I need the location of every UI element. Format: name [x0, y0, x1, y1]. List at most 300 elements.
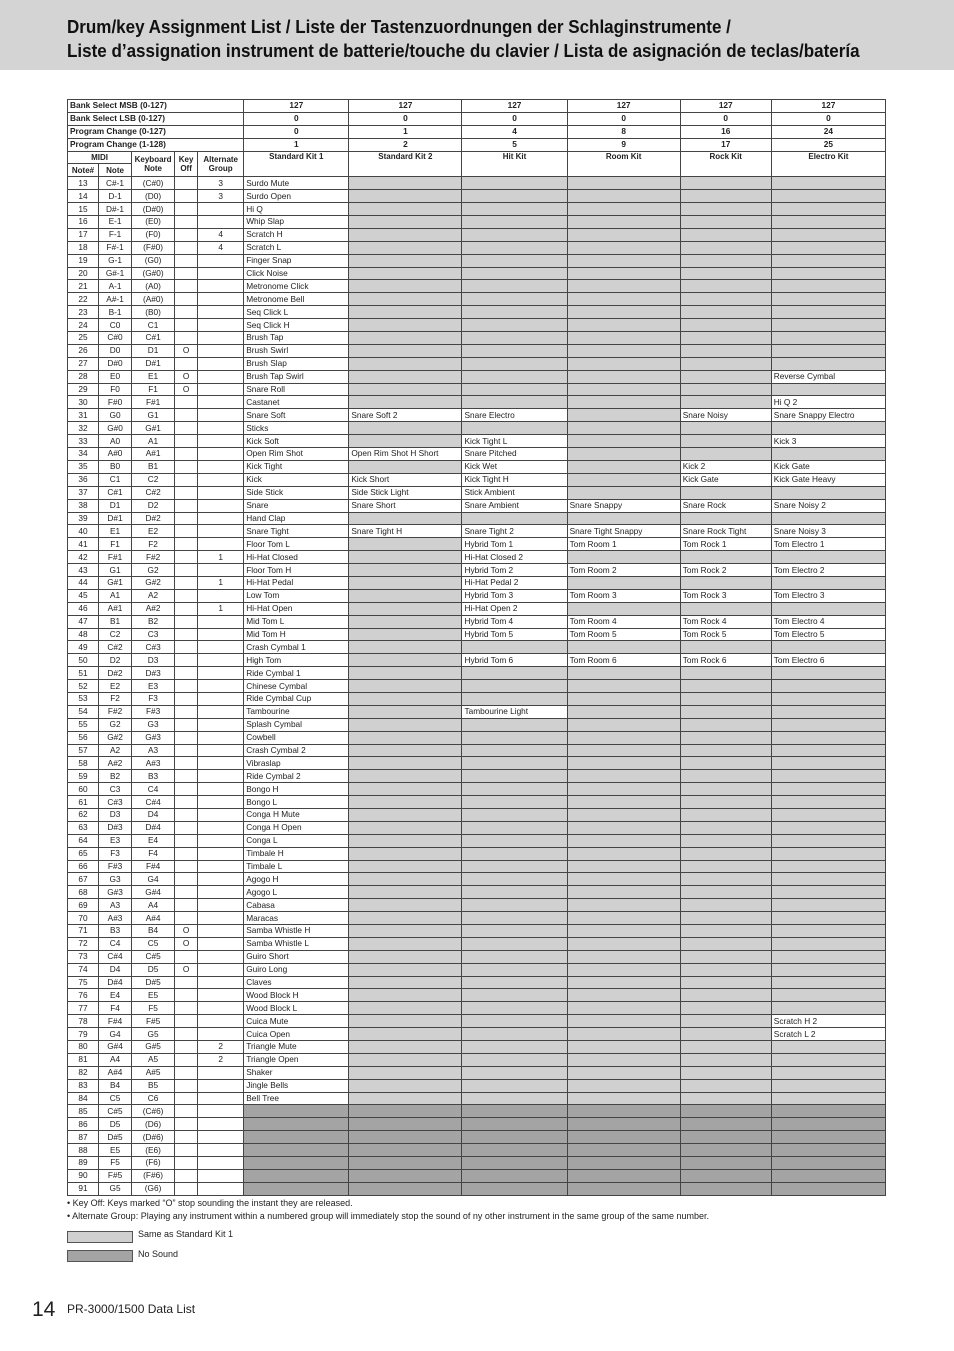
key-off-cell: [175, 319, 198, 332]
key-off-cell: [175, 1144, 198, 1157]
same-as-standard-cell: [680, 344, 771, 357]
same-as-standard-cell: [349, 576, 462, 589]
keyboard-note-cell: D4: [132, 808, 175, 821]
no-sound-cell: [771, 1118, 885, 1131]
kit-pc1: 25: [771, 138, 885, 151]
alternate-group-cell: 1: [198, 551, 244, 564]
table-row: [68, 692, 886, 705]
same-as-standard-cell: [771, 899, 885, 912]
same-as-standard-cell: [771, 718, 885, 731]
same-as-standard-cell: [771, 989, 885, 1002]
instrument-cell: Guiro Long: [244, 963, 349, 976]
same-as-standard-cell: [771, 757, 885, 770]
table-row: [68, 937, 886, 950]
no-sound-cell: [567, 1182, 680, 1195]
same-as-standard-cell: [680, 937, 771, 950]
alternate-group-cell: [198, 821, 244, 834]
instrument-cell: Scratch L 2: [771, 1028, 885, 1041]
same-as-standard-cell: [349, 1066, 462, 1079]
key-off-header: Key Off: [175, 151, 198, 177]
table-row: [68, 499, 886, 512]
note-cell: D4: [99, 963, 132, 976]
alternate-group-cell: [198, 925, 244, 938]
alternate-group-cell: 4: [198, 241, 244, 254]
table-row: [68, 1169, 886, 1182]
note-cell: A#4: [99, 1066, 132, 1079]
instrument-cell: Hi-Hat Pedal: [244, 576, 349, 589]
table-row: [68, 512, 886, 525]
instrument-cell: Side Stick Light: [349, 486, 462, 499]
same-as-standard-cell: [567, 293, 680, 306]
note-number-cell: 78: [68, 1015, 99, 1028]
instrument-cell: Hi-Hat Open 2: [462, 602, 567, 615]
note-number-cell: 39: [68, 512, 99, 525]
instrument-cell: Ride Cymbal Cup: [244, 692, 349, 705]
same-as-standard-cell: [349, 602, 462, 615]
table-row: [68, 757, 886, 770]
same-as-standard-cell: [349, 976, 462, 989]
same-as-standard-cell: [462, 216, 567, 229]
same-as-standard-cell: [462, 1053, 567, 1066]
instrument-cell: Timbale H: [244, 847, 349, 860]
instrument-cell: Jingle Bells: [244, 1079, 349, 1092]
no-sound-cell: [771, 1182, 885, 1195]
key-off-cell: [175, 551, 198, 564]
keyboard-note-cell: E5: [132, 989, 175, 1002]
note-cell: E2: [99, 680, 132, 693]
alternate-group-cell: [198, 744, 244, 757]
keyboard-note-cell: A#1: [132, 448, 175, 461]
same-as-standard-cell: [567, 177, 680, 190]
instrument-cell: Floor Tom H: [244, 564, 349, 577]
legend-none-swatch: [67, 1250, 133, 1262]
instrument-cell: Bongo H: [244, 783, 349, 796]
instrument-cell: Kick Gate: [771, 460, 885, 473]
same-as-standard-cell: [680, 976, 771, 989]
note-cell: A-1: [99, 280, 132, 293]
note-cell: B-1: [99, 306, 132, 319]
same-as-standard-cell: [349, 680, 462, 693]
note-cell: C4: [99, 937, 132, 950]
alternate-group-cell: 4: [198, 228, 244, 241]
table-row: [68, 203, 886, 216]
instrument-cell: Kick Tight H: [462, 473, 567, 486]
same-as-standard-cell: [349, 796, 462, 809]
note-number-cell: 47: [68, 615, 99, 628]
same-as-standard-cell: [771, 705, 885, 718]
keyboard-note-cell: (F#0): [132, 241, 175, 254]
note-cell: G#-1: [99, 267, 132, 280]
instrument-cell: Bongo L: [244, 796, 349, 809]
no-sound-cell: [680, 1169, 771, 1182]
same-as-standard-cell: [567, 860, 680, 873]
same-as-standard-cell: [567, 744, 680, 757]
alternate-group-cell: [198, 538, 244, 551]
same-as-standard-cell: [680, 680, 771, 693]
alternate-group-cell: [198, 705, 244, 718]
table-row: [68, 963, 886, 976]
note-number-cell: 46: [68, 602, 99, 615]
key-off-cell: [175, 821, 198, 834]
key-off-cell: [175, 744, 198, 757]
note-number-cell: 87: [68, 1131, 99, 1144]
same-as-standard-cell: [680, 177, 771, 190]
key-off-cell: [175, 473, 198, 486]
same-as-standard-cell: [567, 486, 680, 499]
key-off-cell: [175, 886, 198, 899]
same-as-standard-cell: [567, 783, 680, 796]
table-row: [68, 1131, 886, 1144]
key-off-cell: [175, 950, 198, 963]
same-as-standard-cell: [349, 731, 462, 744]
same-as-standard-cell: [771, 641, 885, 654]
keyboard-note-cell: (G#0): [132, 267, 175, 280]
same-as-standard-cell: [680, 293, 771, 306]
key-off-cell: [175, 576, 198, 589]
same-as-standard-cell: [680, 783, 771, 796]
key-off-cell: [175, 1131, 198, 1144]
same-as-standard-cell: [567, 1041, 680, 1054]
same-as-standard-cell: [462, 344, 567, 357]
same-as-standard-cell: [462, 757, 567, 770]
same-as-standard-cell: [349, 422, 462, 435]
keyboard-note-cell: B4: [132, 925, 175, 938]
keyboard-note-cell: F#1: [132, 396, 175, 409]
instrument-cell: Kick Gate Heavy: [771, 473, 885, 486]
no-sound-cell: [567, 1131, 680, 1144]
bank-lsb-row: [68, 112, 886, 125]
keyboard-note-cell: (B0): [132, 306, 175, 319]
table-row: [68, 460, 886, 473]
alternate-group-cell: [198, 1105, 244, 1118]
instrument-cell: Hi-Hat Open: [244, 602, 349, 615]
key-off-cell: [175, 435, 198, 448]
instrument-cell: Tom Electro 2: [771, 564, 885, 577]
kit-msb: 127: [567, 100, 680, 113]
same-as-standard-cell: [771, 1002, 885, 1015]
instrument-cell: Snare Noisy: [680, 409, 771, 422]
keyboard-note-cell: A2: [132, 589, 175, 602]
table-row: [68, 396, 886, 409]
alternate-group-cell: [198, 873, 244, 886]
keyboard-note-cell: G1: [132, 409, 175, 422]
instrument-cell: Brush Tap Swirl: [244, 370, 349, 383]
instrument-cell: Snare Noisy 2: [771, 499, 885, 512]
table-row: [68, 473, 886, 486]
instrument-cell: Snare Rock Tight: [680, 525, 771, 538]
kit-msb: 127: [244, 100, 349, 113]
keyboard-note-cell: G#3: [132, 731, 175, 744]
alternate-group-cell: [198, 1079, 244, 1092]
alternate-group-cell: [198, 692, 244, 705]
alternate-group-cell: [198, 383, 244, 396]
instrument-cell: Tom Room 2: [567, 564, 680, 577]
note-number-cell: 74: [68, 963, 99, 976]
note-cell: F#3: [99, 860, 132, 873]
same-as-standard-cell: [349, 293, 462, 306]
key-off-cell: [175, 1041, 198, 1054]
table-row: [68, 718, 886, 731]
instrument-cell: Hand Clap: [244, 512, 349, 525]
table-row: [68, 344, 886, 357]
key-off-cell: [175, 564, 198, 577]
kit-name-header: Room Kit: [567, 151, 680, 177]
note-number-cell: 23: [68, 306, 99, 319]
note-cell: D#1: [99, 512, 132, 525]
note-cell: A#1: [99, 602, 132, 615]
note-number-cell: 73: [68, 950, 99, 963]
instrument-cell: Agogo L: [244, 886, 349, 899]
same-as-standard-cell: [680, 989, 771, 1002]
same-as-standard-cell: [462, 808, 567, 821]
key-off-cell: [175, 1092, 198, 1105]
footnote-alternate-group: • Alternate Group: Playing any instrument within a numbered group will immediately stop the sound of ny other instrument in the same group of the same number.: [67, 1210, 709, 1221]
key-off-cell: [175, 1169, 198, 1182]
no-sound-cell: [349, 1105, 462, 1118]
same-as-standard-cell: [349, 1041, 462, 1054]
instrument-cell: Open Rim Shot: [244, 448, 349, 461]
no-sound-cell: [349, 1169, 462, 1182]
instrument-cell: Snare Soft 2: [349, 409, 462, 422]
instrument-cell: Scratch L: [244, 241, 349, 254]
same-as-standard-cell: [349, 1092, 462, 1105]
no-sound-cell: [771, 1169, 885, 1182]
no-sound-cell: [771, 1144, 885, 1157]
same-as-standard-cell: [567, 370, 680, 383]
note-number-cell: 77: [68, 1002, 99, 1015]
keyboard-note-cell: G#2: [132, 576, 175, 589]
table-row: [68, 383, 886, 396]
same-as-standard-cell: [349, 228, 462, 241]
same-as-standard-cell: [680, 770, 771, 783]
key-off-cell: [175, 718, 198, 731]
alternate-group-cell: 3: [198, 190, 244, 203]
instrument-cell: Scratch H 2: [771, 1015, 885, 1028]
note-number-cell: 63: [68, 821, 99, 834]
keyboard-note-cell: (D#6): [132, 1131, 175, 1144]
instrument-cell: Hi Q 2: [771, 396, 885, 409]
same-as-standard-cell: [567, 1092, 680, 1105]
keyboard-note-cell: E4: [132, 834, 175, 847]
same-as-standard-cell: [349, 370, 462, 383]
table-row: [68, 241, 886, 254]
table-row: [68, 989, 886, 1002]
keyboard-note-cell: (C#6): [132, 1105, 175, 1118]
alternate-group-cell: [198, 976, 244, 989]
instrument-cell: Tom Room 1: [567, 538, 680, 551]
keyboard-note-cell: G3: [132, 718, 175, 731]
keyboard-note-cell: A4: [132, 899, 175, 912]
instrument-cell: Tom Room 3: [567, 589, 680, 602]
same-as-standard-cell: [680, 602, 771, 615]
instrument-cell: Snare Pitched: [462, 448, 567, 461]
same-as-standard-cell: [349, 808, 462, 821]
same-as-standard-cell: [680, 280, 771, 293]
instrument-cell: Guiro Short: [244, 950, 349, 963]
no-sound-cell: [244, 1105, 349, 1118]
no-sound-cell: [349, 1182, 462, 1195]
same-as-standard-cell: [567, 731, 680, 744]
same-as-standard-cell: [567, 1002, 680, 1015]
same-as-standard-cell: [349, 615, 462, 628]
same-as-standard-cell: [349, 190, 462, 203]
note-cell: B4: [99, 1079, 132, 1092]
note-number-cell: 51: [68, 667, 99, 680]
note-cell: D5: [99, 1118, 132, 1131]
keyboard-note-cell: F#2: [132, 551, 175, 564]
note-number-cell: 48: [68, 628, 99, 641]
table-row: [68, 654, 886, 667]
same-as-standard-cell: [462, 1079, 567, 1092]
same-as-standard-cell: [567, 796, 680, 809]
note-number-cell: 80: [68, 1041, 99, 1054]
table-row: [68, 525, 886, 538]
same-as-standard-cell: [567, 680, 680, 693]
same-as-standard-cell: [567, 576, 680, 589]
same-as-standard-cell: [771, 383, 885, 396]
note-number-cell: 21: [68, 280, 99, 293]
same-as-standard-cell: [462, 847, 567, 860]
note-number-cell: 75: [68, 976, 99, 989]
instrument-cell: Seq Click L: [244, 306, 349, 319]
no-sound-cell: [680, 1157, 771, 1170]
document-title: PR-3000/1500 Data List: [67, 1302, 196, 1316]
instrument-cell: Side Stick: [244, 486, 349, 499]
table-row: [68, 1041, 886, 1054]
table-row: [68, 950, 886, 963]
same-as-standard-cell: [567, 976, 680, 989]
instrument-cell: Snare Roll: [244, 383, 349, 396]
keyboard-note-cell: D1: [132, 344, 175, 357]
note-cell: E4: [99, 989, 132, 1002]
same-as-standard-cell: [349, 654, 462, 667]
same-as-standard-cell: [567, 963, 680, 976]
note-cell: G1: [99, 564, 132, 577]
instrument-cell: Cabasa: [244, 899, 349, 912]
note-cell: C1: [99, 473, 132, 486]
note-cell: G#1: [99, 576, 132, 589]
note-cell: C#3: [99, 796, 132, 809]
same-as-standard-cell: [771, 667, 885, 680]
note-cell: A2: [99, 744, 132, 757]
table-row: [68, 1157, 886, 1170]
instrument-cell: Hi-Hat Pedal 2: [462, 576, 567, 589]
instrument-cell: Hybrid Tom 5: [462, 628, 567, 641]
alternate-group-cell: [198, 460, 244, 473]
table-row: [68, 976, 886, 989]
key-off-cell: O: [175, 344, 198, 357]
instrument-cell: Conga L: [244, 834, 349, 847]
kit-msb: 127: [771, 100, 885, 113]
key-off-cell: [175, 293, 198, 306]
same-as-standard-cell: [462, 641, 567, 654]
same-as-standard-cell: [462, 357, 567, 370]
instrument-cell: Tom Electro 3: [771, 589, 885, 602]
table-row: [68, 332, 886, 345]
instrument-cell: Crash Cymbal 1: [244, 641, 349, 654]
note-cell: A3: [99, 899, 132, 912]
same-as-standard-cell: [462, 1015, 567, 1028]
same-as-standard-cell: [349, 551, 462, 564]
table-row: [68, 254, 886, 267]
instrument-cell: Kick 3: [771, 435, 885, 448]
table-row: [68, 912, 886, 925]
same-as-standard-cell: [771, 1066, 885, 1079]
note-cell: G5: [99, 1182, 132, 1195]
instrument-cell: Snare Rock: [680, 499, 771, 512]
same-as-standard-cell: [680, 821, 771, 834]
keyboard-note-cell: C#5: [132, 950, 175, 963]
alternate-group-cell: [198, 319, 244, 332]
same-as-standard-cell: [567, 808, 680, 821]
same-as-standard-cell: [462, 241, 567, 254]
table-row: [68, 1028, 886, 1041]
note-number-cell: 52: [68, 680, 99, 693]
same-as-standard-cell: [349, 860, 462, 873]
page-number: 14: [32, 1298, 56, 1321]
instrument-cell: Kick Tight: [244, 460, 349, 473]
same-as-standard-cell: [680, 925, 771, 938]
alternate-group-cell: [198, 1118, 244, 1131]
no-sound-cell: [771, 1157, 885, 1170]
same-as-standard-cell: [680, 241, 771, 254]
alternate-group-cell: [198, 950, 244, 963]
same-as-standard-cell: [567, 216, 680, 229]
same-as-standard-cell: [680, 1066, 771, 1079]
same-as-standard-cell: [680, 641, 771, 654]
no-sound-cell: [244, 1144, 349, 1157]
key-off-cell: [175, 512, 198, 525]
same-as-standard-cell: [349, 344, 462, 357]
same-as-standard-cell: [680, 203, 771, 216]
key-off-cell: [175, 306, 198, 319]
same-as-standard-cell: [349, 332, 462, 345]
kit-name-header: Rock Kit: [680, 151, 771, 177]
note-cell: E3: [99, 834, 132, 847]
no-sound-cell: [680, 1131, 771, 1144]
key-off-cell: O: [175, 963, 198, 976]
keyboard-note-cell: C1: [132, 319, 175, 332]
same-as-standard-cell: [771, 783, 885, 796]
note-number-cell: 72: [68, 937, 99, 950]
same-as-standard-cell: [462, 228, 567, 241]
keyboard-note-cell: D#5: [132, 976, 175, 989]
same-as-standard-cell: [680, 847, 771, 860]
same-as-standard-cell: [680, 860, 771, 873]
same-as-standard-cell: [567, 1053, 680, 1066]
page-title-line-2: Liste d’assignation instrument de batterie/touche du clavier / Lista de asignación de teclas/batería: [67, 40, 860, 61]
table-row: [68, 821, 886, 834]
note-number-cell: 54: [68, 705, 99, 718]
key-off-cell: [175, 525, 198, 538]
same-as-standard-cell: [771, 808, 885, 821]
note-number-cell: 24: [68, 319, 99, 332]
note-cell: G-1: [99, 254, 132, 267]
instrument-cell: Tom Room 6: [567, 654, 680, 667]
alternate-group-cell: [198, 1002, 244, 1015]
same-as-standard-cell: [349, 783, 462, 796]
table-row: [68, 267, 886, 280]
same-as-standard-cell: [462, 370, 567, 383]
alternate-group-cell: [198, 847, 244, 860]
alternate-group-cell: [198, 912, 244, 925]
kit-msb: 127: [349, 100, 462, 113]
alternate-group-cell: [198, 409, 244, 422]
table-row: [68, 1092, 886, 1105]
program-change-label: Program Change (0-127): [68, 125, 244, 138]
instrument-cell: Hi-Hat Closed: [244, 551, 349, 564]
table-row: [68, 1053, 886, 1066]
